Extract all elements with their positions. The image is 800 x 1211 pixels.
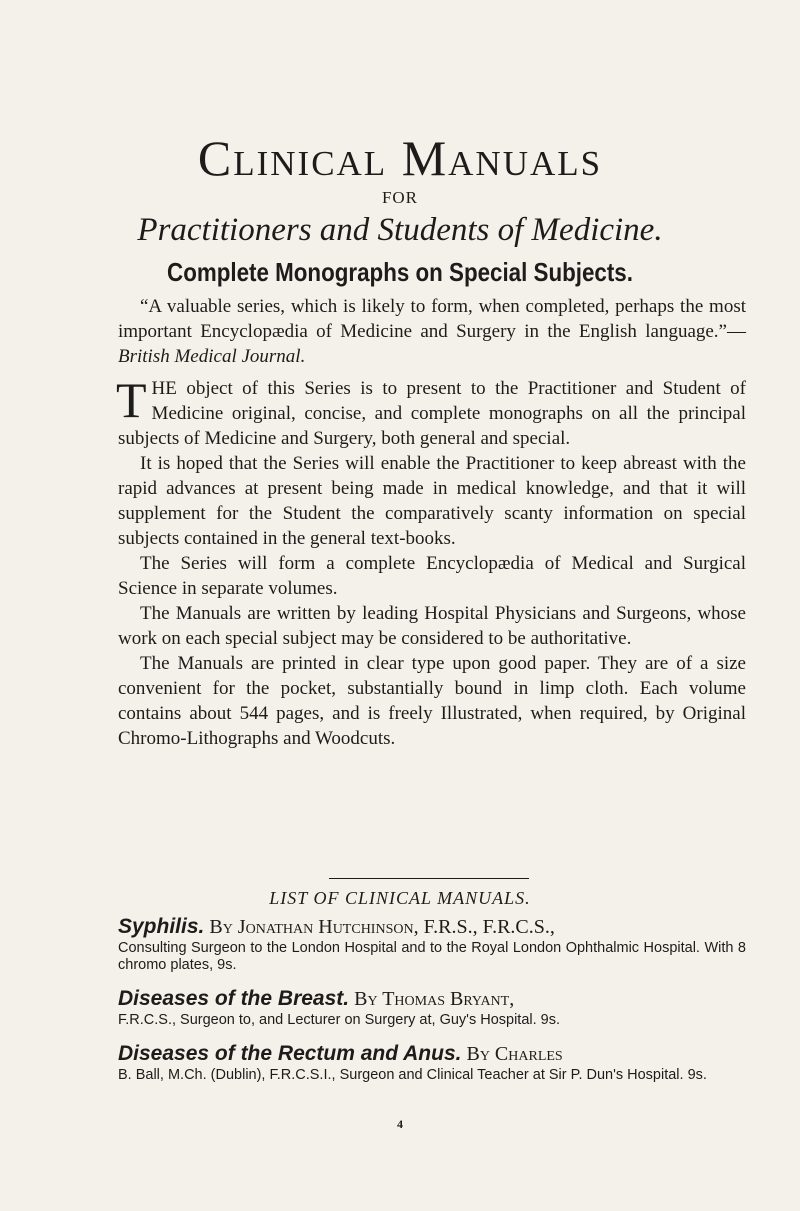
paragraph-5: The Manuals are printed in clear type upon good paper. They are of a size convenient for the pocket, substantially bound in limp cloth. Each volume contains about 544 pages, and is freely Illustrated, when required, by Original Chromo-Lithographs and Woodcuts. bbox=[118, 653, 746, 749]
title-connector: FOR bbox=[381, 188, 419, 207]
entry-description: B. Ball, M.Ch. (Dublin), F.R.C.S.I., Surgeon and Clinical Teacher at Sir P. Dun's Hospital. 9s. bbox=[118, 1067, 707, 1083]
review-quote bbox=[118, 294, 746, 369]
entry-description: Consulting Surgeon to the London Hospital and to the Royal London Ophthalmic Hospital. With 8 chromo plates, 9s. bbox=[118, 940, 746, 973]
list-item bbox=[118, 986, 746, 1029]
paragraph-2: It is hoped that the Series will enable the Practitioner to keep abreast with the rapid advances at present being made in medical knowledge, and that it will supplement for the Student the comparatively scanty information on special subjects contained in the general text-books. bbox=[118, 453, 746, 549]
entry-title: Diseases of the Rectum and Anus. bbox=[118, 1042, 462, 1065]
page-number: 4 bbox=[397, 1117, 403, 1131]
entry-description: F.R.C.S., Surgeon to, and Lecturer on Surgery at, Guy's Hospital. 9s. bbox=[118, 1012, 561, 1028]
entry-title: Diseases of the Breast. bbox=[118, 987, 350, 1010]
manual-list bbox=[118, 914, 746, 1096]
entry-title: Syphilis. bbox=[118, 915, 205, 938]
entry-author: By Charles bbox=[466, 1043, 563, 1065]
quote-source: British Medical Journal. bbox=[118, 346, 306, 367]
description-body bbox=[116, 372, 746, 751]
paragraph-1: THE object of this Series is to present to the Practitioner and Student of Medicine original, concise, and complete monographs on all the principal subjects of Medicine and Surgery, both general and special. bbox=[116, 372, 746, 449]
quote-text: “A valuable series, which is likely to form, when completed, perhaps the most important Encyclopædia of Medicine and Surgery in the English language.”— bbox=[118, 296, 746, 342]
paragraph-3: The Series will form a complete Encyclopædia of Medical and Surgical Science in separate volumes. bbox=[118, 553, 746, 599]
drop-cap: T bbox=[116, 372, 147, 428]
list-heading: LIST OF CLINICAL MANUALS. bbox=[269, 888, 531, 908]
page-subtitle: Practitioners and Students of Medicine. bbox=[137, 212, 663, 248]
paragraph-4: The Manuals are written by leading Hospital Physicians and Surgeons, whose work on each special subject may be considered to be authoritative. bbox=[118, 603, 746, 649]
list-item bbox=[118, 1041, 746, 1084]
page-tagline: Complete Monographs on Special Subjects. bbox=[167, 257, 633, 287]
entry-author: By Jonathan Hutchinson, F.R.S., F.R.C.S., bbox=[209, 916, 555, 938]
section-divider bbox=[329, 878, 529, 879]
page-title: Clinical Manuals bbox=[197, 130, 603, 186]
entry-author: By Thomas Bryant, bbox=[354, 988, 515, 1010]
list-item bbox=[118, 914, 746, 974]
